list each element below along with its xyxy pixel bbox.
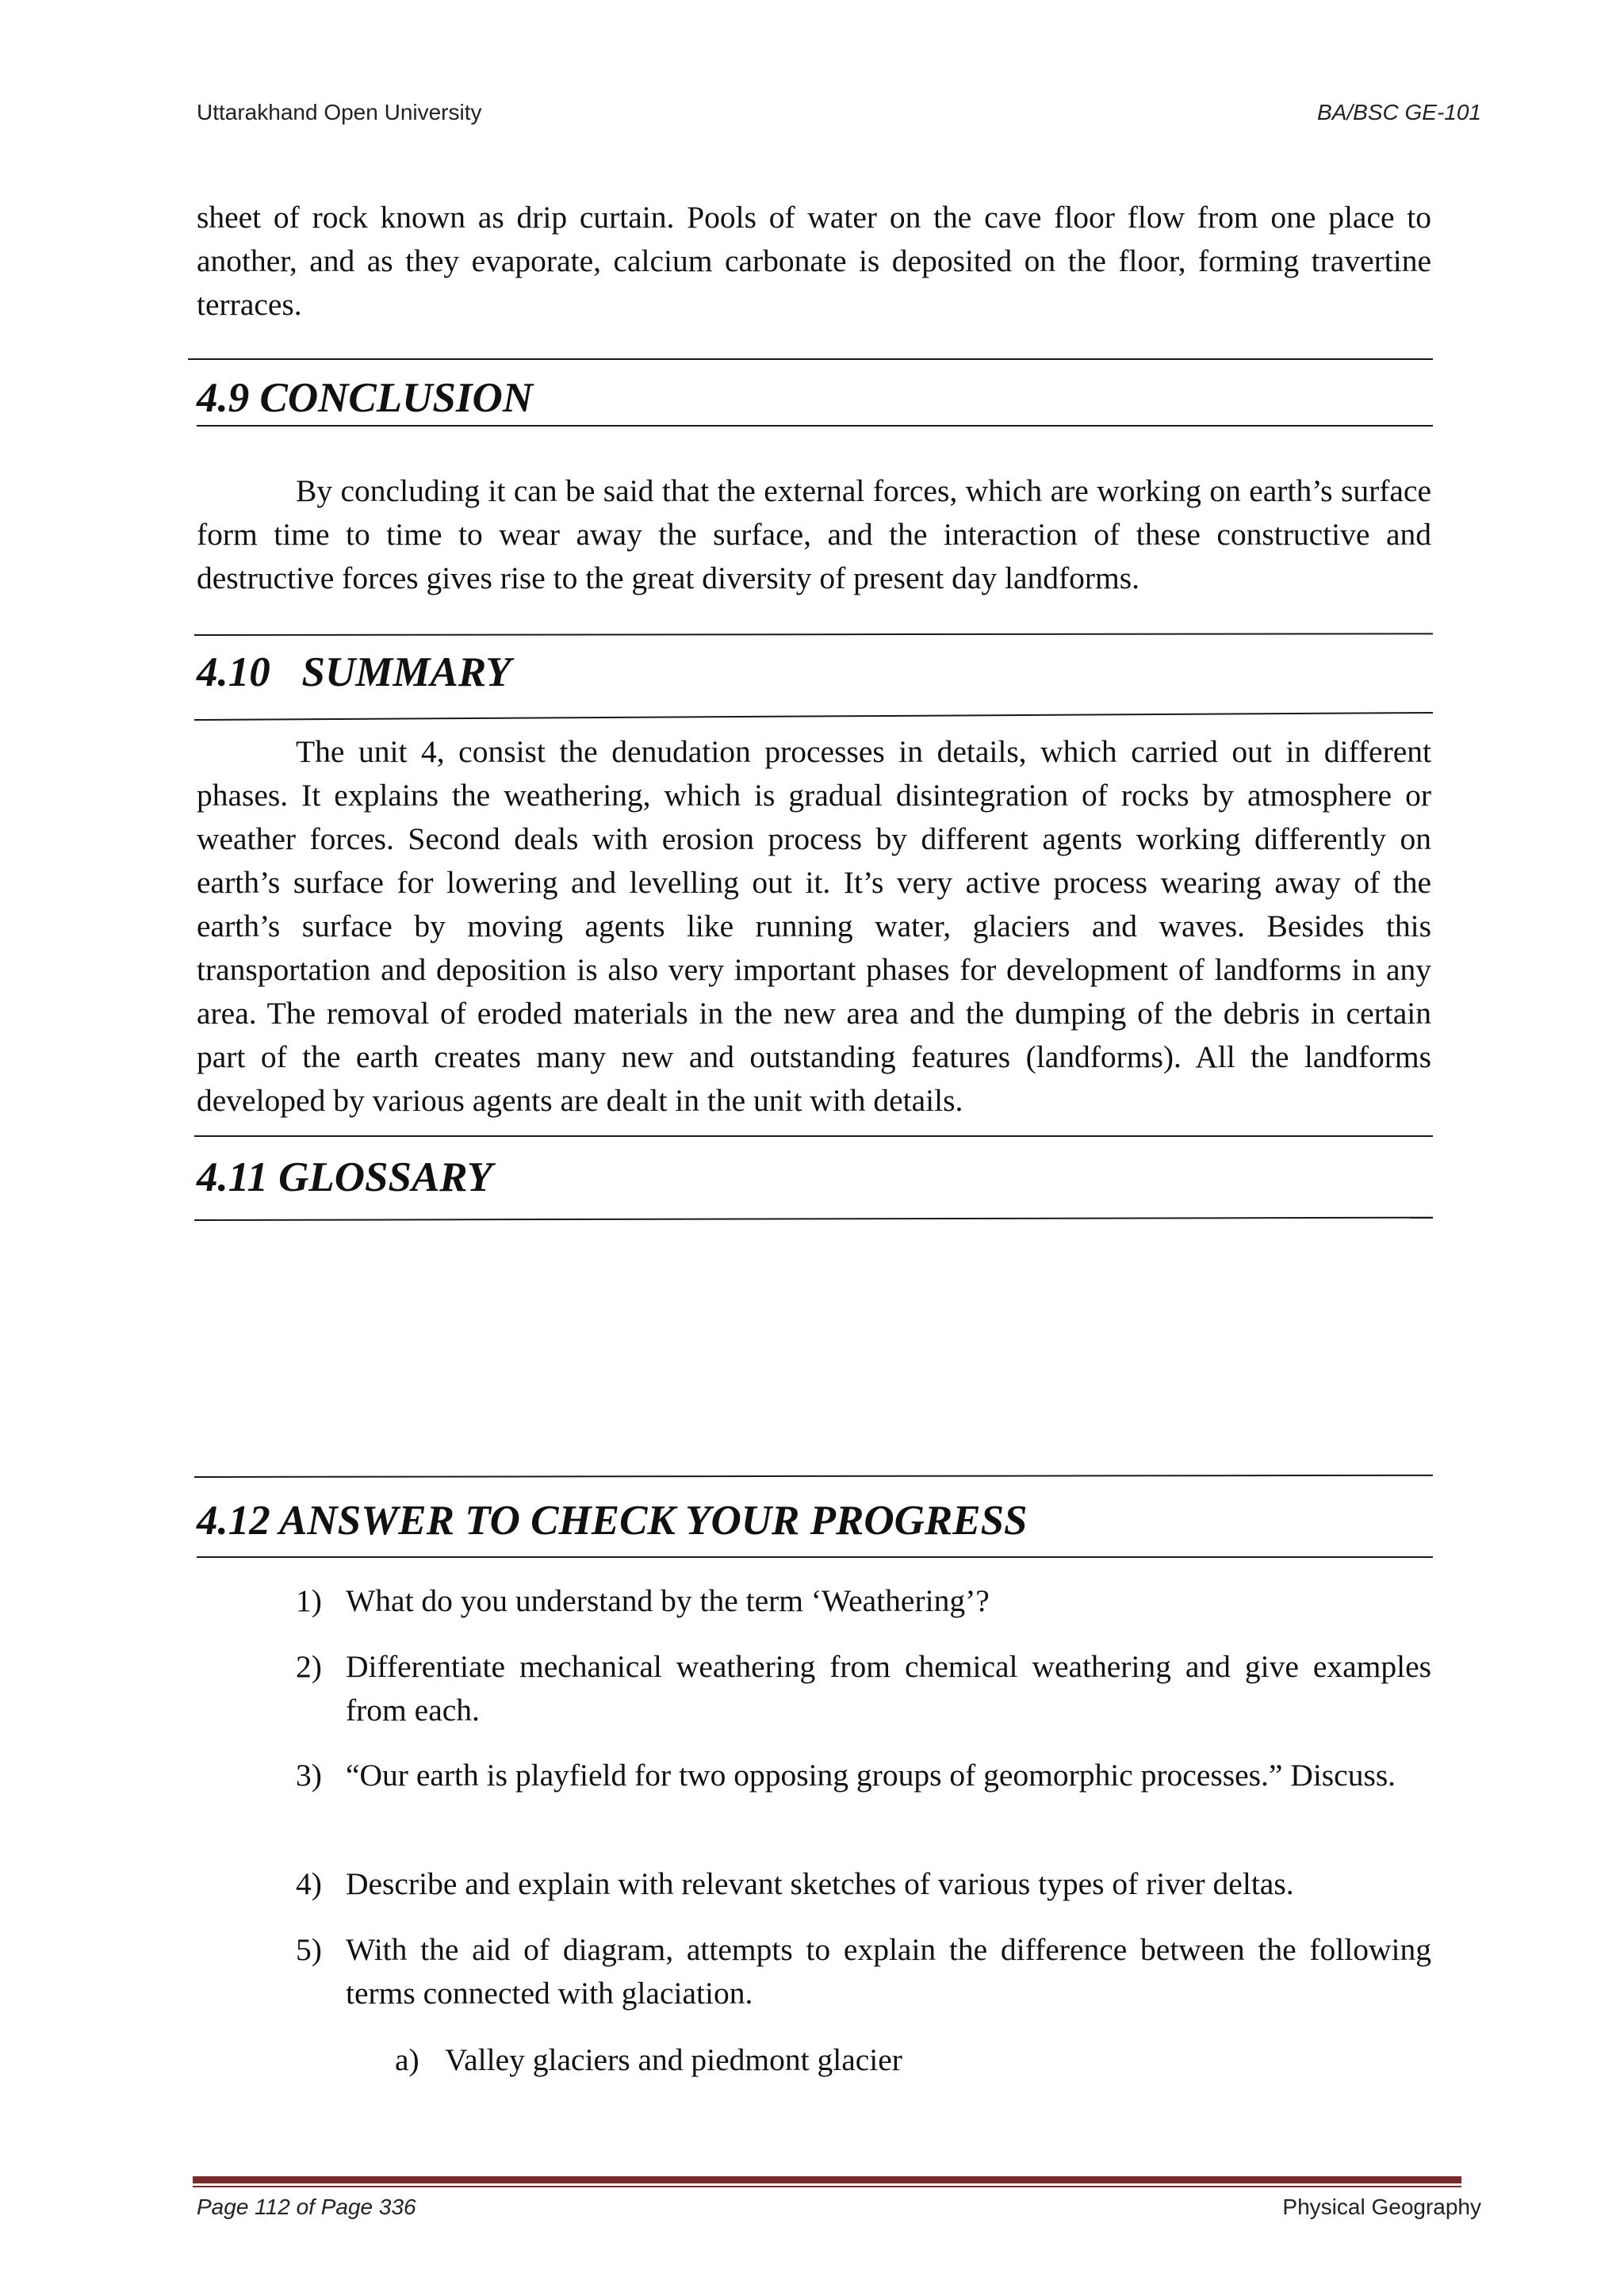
footer-page-number: Page 112 of Page 336 — [197, 2195, 416, 2219]
section-rule-bottom — [197, 1556, 1433, 1558]
section-heading-conclusion: 4.9 CONCLUSION — [197, 375, 534, 421]
question-number: 4) — [296, 1866, 322, 1901]
question-number: 1) — [296, 1583, 322, 1618]
question-text: What do you understand by the term ‘Weathering’? — [346, 1583, 990, 1618]
intro-paragraph: sheet of rock known as drip curtain. Pools of water on the cave floor flow from one place to another, and as they evaporate, calcium carbonate is deposited on the floor, forming travertine terraces. — [197, 200, 1431, 322]
footer-subject: Physical Geography — [1282, 2195, 1481, 2219]
section-heading-answers: 4.12 ANSWER TO CHECK YOUR PROGRESS — [197, 1498, 1028, 1544]
section-rule-bottom — [197, 425, 1433, 427]
question-text: “Our earth is playfield for two opposing groups of geomorphic processes.” Discuss. — [346, 1758, 1396, 1793]
section-rule-bottom — [194, 1217, 1433, 1221]
question-number: 2) — [296, 1649, 322, 1684]
question-text: Describe and explain with relevant sketches of various types of river deltas. — [346, 1866, 1294, 1901]
question-number: 5) — [296, 1932, 322, 1967]
section-rule-top — [194, 1135, 1433, 1137]
subquestion-number: a) — [395, 2042, 419, 2077]
header-course-code: BA/BSC GE-101 — [1317, 100, 1481, 124]
section-heading-summary: 4.10 SUMMARY — [197, 649, 511, 695]
section-rule-top — [194, 1475, 1433, 1478]
conclusion-paragraph: By concluding it can be said that the external forces, which are working on earth’s surface form time to time to wear away the surface, and the interaction of these constructive and destructive forces gives rise to the great diversity of present day landforms. — [197, 473, 1431, 595]
summary-paragraph: The unit 4, consist the denudation processes in details, which carried out in different phases. It explains the weathering, which is gradual disintegration of rocks by atmosphere or weather forces. Second deals with erosion process by different agents working differently on earth’s surface for lowering and levelling out it. It’s very active process wearing away of the earth’s surface by moving agents like running water, glaciers and waves. Besides this transportation and deposition is also very important phases for development of landforms in any area. The removal of eroded materials in the new area and the dumping of the debris in certain part of the earth creates many new and outstanding features (landforms). All the landforms developed by various agents are dealt in the unit with details. — [197, 734, 1431, 1118]
header-university: Uttarakhand Open University — [197, 100, 482, 124]
section-rule-top — [194, 633, 1433, 636]
question-text: Differentiate mechanical weathering from chemical weathering and give examples from each. — [346, 1649, 1431, 1728]
section-heading-glossary: 4.11 GLOSSARY — [197, 1154, 493, 1200]
question-text: With the aid of diagram, attempts to explain the difference between the following terms connected with glaciation. — [346, 1932, 1431, 2011]
subquestion-text: Valley glaciers and piedmont glacier — [445, 2042, 902, 2077]
section-rule-top — [188, 358, 1433, 360]
question-number: 3) — [296, 1758, 322, 1793]
section-rule-bottom — [194, 712, 1433, 721]
